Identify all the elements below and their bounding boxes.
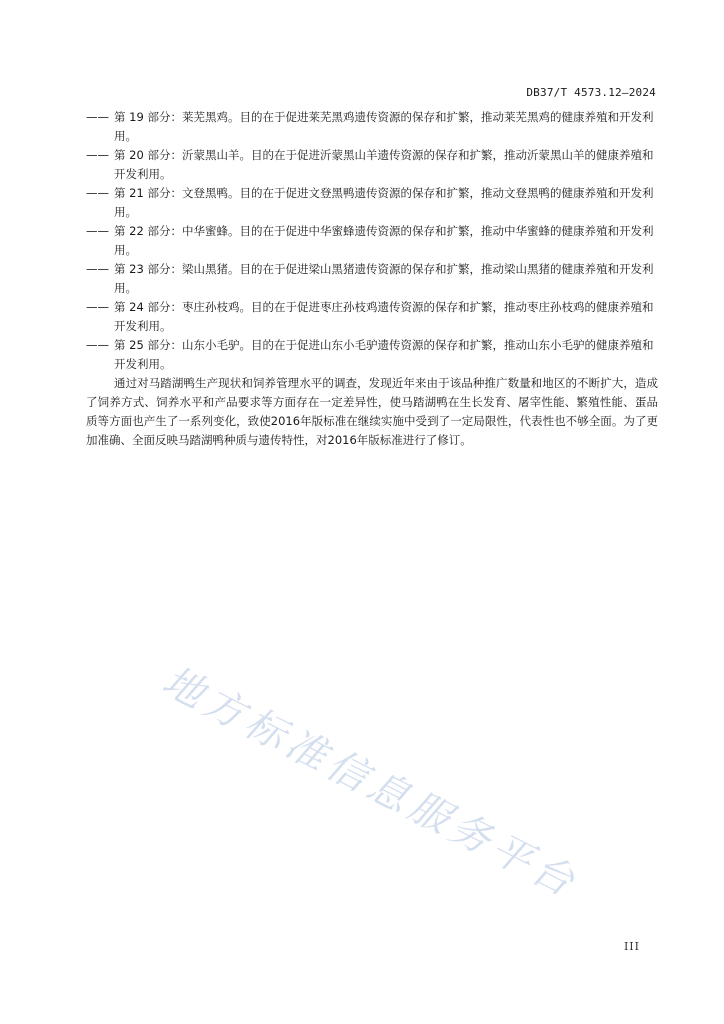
list-item <box>86 108 658 146</box>
list-item-text: 第 25 部分：山东小毛驴。目的在于促进山东小毛驴遗传资源的保存和扩繁，推动山东小毛驴的健康养殖和开发利用。 <box>114 338 654 371</box>
list-item-text: 第 22 部分：中华蜜蜂。目的在于促进中华蜜蜂遗传资源的保存和扩繁，推动中华蜜蜂的健康养殖和开发利用。 <box>114 224 654 257</box>
list-dash: —— <box>86 338 109 352</box>
list-item-text: 第 19 部分：莱芜黑鸡。目的在于促进莱芜黑鸡遗传资源的保存和扩繁，推动莱芜黑鸡的健康养殖和开发利用。 <box>114 110 654 143</box>
list-item-text: 第 20 部分：沂蒙黑山羊。目的在于促进沂蒙黑山羊遗传资源的保存和扩繁，推动沂蒙黑山羊的健康养殖和开发利用。 <box>114 148 654 181</box>
page-number: III <box>623 940 640 953</box>
list-item <box>86 336 658 374</box>
list-dash: —— <box>86 186 109 200</box>
list-dash: —— <box>86 262 109 276</box>
list-dash: —— <box>86 224 109 238</box>
list-item <box>86 222 658 260</box>
list-dash: —— <box>86 110 109 124</box>
list-dash: —— <box>86 300 109 314</box>
list-item <box>86 184 658 222</box>
list-item-text: 第 21 部分：文登黑鸭。目的在于促进文登黑鸭遗传资源的保存和扩繁，推动文登黑鸭的健康养殖和开发利用。 <box>114 186 654 219</box>
list-item <box>86 146 658 184</box>
standard-code-header: DB37/T 4573.12—2024 <box>526 86 656 99</box>
revision-paragraph: 通过对马踏湖鸭生产现状和饲养管理水平的调查，发现近年来由于该品种推广数量和地区的不断扩大，造成了饲养方式、饲养水平和产品要求等方面存在一定差异性，使马踏湖鸭在生长发育、屠宰性能、繁殖性能、蛋品质等方面也产生了一系列变化，致使2016年版标准在继续实施中受到了一定局限性，代表性也不够全面。为了更加准确、全面反映马踏湖鸭种质与遗传特性，对2016年版标准进行了修订。 <box>86 376 658 447</box>
list-item <box>86 298 658 336</box>
list-item <box>86 260 658 298</box>
list-item-text: 第 24 部分：枣庄孙枝鸡。目的在于促进枣庄孙枝鸡遗传资源的保存和扩繁，推动枣庄孙枝鸡的健康养殖和开发利用。 <box>114 300 654 333</box>
watermark: 地方标准信息服务平台 <box>155 658 586 908</box>
foreword-body <box>86 108 658 450</box>
list-item-text: 第 23 部分：梁山黑猪。目的在于促进梁山黑猪遗传资源的保存和扩繁，推动梁山黑猪的健康养殖和开发利用。 <box>114 262 654 295</box>
list-dash: —— <box>86 148 109 162</box>
